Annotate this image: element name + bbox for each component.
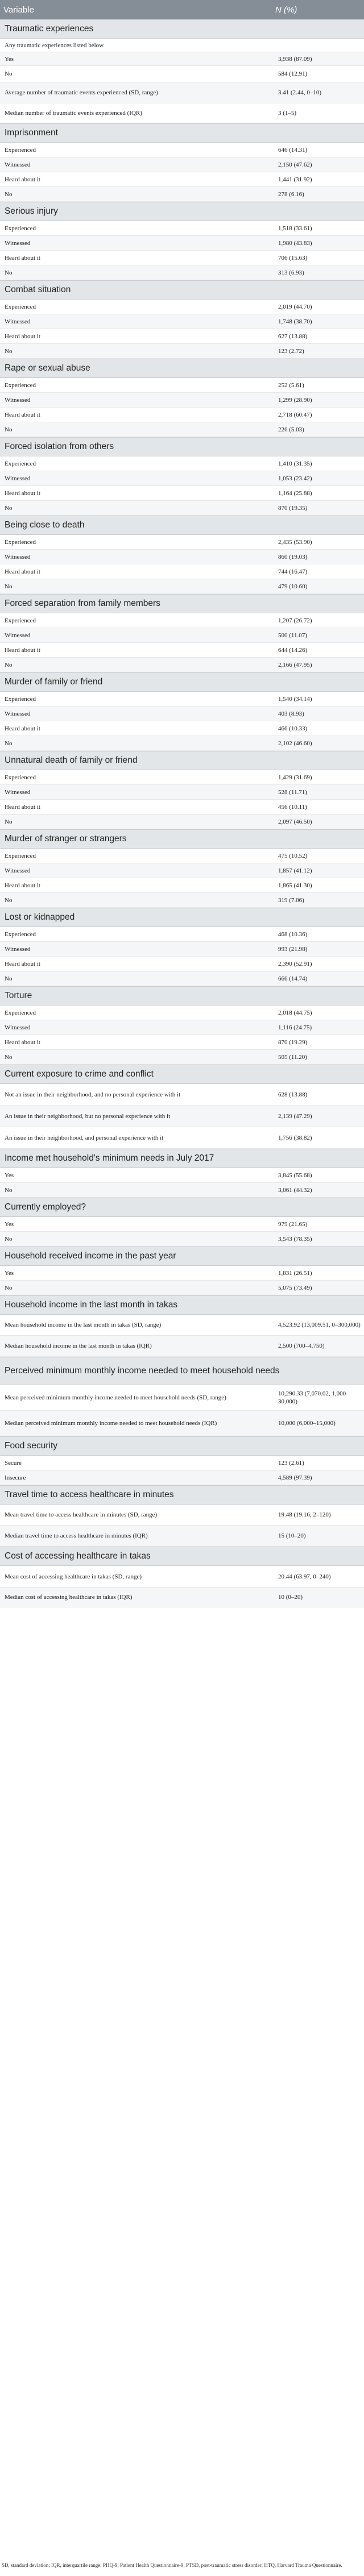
row-label: Median travel time to access healthcare in minutes (IQR) bbox=[5, 1532, 148, 1539]
table-row bbox=[0, 1217, 364, 1232]
row-value: 993 (21.98) bbox=[278, 945, 308, 953]
table-row bbox=[0, 1050, 364, 1065]
section-header: Current exposure to crime and conflict bbox=[0, 1065, 364, 1084]
row-label: Experienced bbox=[5, 303, 36, 310]
table-row bbox=[0, 1526, 364, 1547]
table-row bbox=[0, 471, 364, 486]
row-value: 1,748 (38.70) bbox=[278, 318, 312, 325]
row-value: 3,543 (78.35) bbox=[278, 1235, 312, 1243]
row-label: Median number of traumatic events experienced (IQR) bbox=[5, 110, 142, 117]
row-value: 1,540 (34.14) bbox=[278, 695, 312, 703]
row-value: 468 (10.36) bbox=[278, 930, 308, 938]
row-value: 10,290.33 (7,070.02, 1,000–30,000) bbox=[278, 1390, 349, 1405]
row-label: Mean perceived minimum monthly income needed to meet household needs (SD, range) bbox=[5, 1394, 226, 1401]
section-header: Traumatic experiences bbox=[0, 19, 364, 39]
row-label: Witnessed bbox=[5, 1024, 31, 1031]
row-label: No bbox=[5, 583, 13, 590]
row-label: Witnessed bbox=[5, 396, 31, 404]
row-label: Experienced bbox=[5, 930, 36, 938]
row-value: 3,845 (55.68) bbox=[278, 1171, 312, 1179]
row-value: 19.48 (19.16, 2–120) bbox=[278, 1511, 331, 1518]
row-label: Median household income in the last month in takas (IQR) bbox=[5, 1343, 152, 1349]
table-row bbox=[0, 658, 364, 672]
row-label: Witnessed bbox=[5, 945, 31, 953]
row-value: 860 (19.03) bbox=[278, 553, 308, 560]
table-row bbox=[0, 878, 364, 893]
table-row bbox=[0, 1127, 364, 1149]
row-value: 1,164 (25.88) bbox=[278, 489, 312, 497]
table-row bbox=[0, 971, 364, 986]
row-value: 870 (19.29) bbox=[278, 1038, 308, 1046]
row-value: 1,980 (43.83) bbox=[278, 239, 312, 247]
row-label: Experienced bbox=[5, 852, 36, 859]
row-label: Heard about it bbox=[5, 725, 40, 732]
table-row bbox=[0, 692, 364, 707]
row-label: No bbox=[5, 1284, 13, 1291]
row-label: Yes bbox=[5, 1269, 14, 1277]
row-label: Mean travel time to access healthcare in minutes (SD, range) bbox=[5, 1511, 158, 1518]
table-row bbox=[0, 1411, 364, 1436]
header-variable: Variable bbox=[3, 5, 34, 15]
table-row bbox=[0, 39, 364, 52]
row-value: 2,500 (700–4,750) bbox=[278, 1343, 325, 1349]
row-value: 3,938 (87.09) bbox=[278, 55, 312, 63]
row-label: No bbox=[5, 661, 13, 668]
row-label: No bbox=[5, 818, 13, 825]
row-label: Heard about it bbox=[5, 882, 40, 889]
table-row bbox=[0, 564, 364, 579]
table-row bbox=[0, 1266, 364, 1281]
row-value: 20.44 (63.97, 0–240) bbox=[278, 1573, 331, 1580]
row-label: Witnessed bbox=[5, 161, 31, 168]
row-label: Mean cost of accessing healthcare in takas (SD, range) bbox=[5, 1573, 142, 1580]
row-value: 627 (13.88) bbox=[278, 333, 308, 340]
row-label: Experienced bbox=[5, 146, 36, 153]
table-footnote: SD, standard deviation; IQR, interquartile range; PHQ-9, Patient Health Questionnaire-9; PTSD, post-traumatic stress disorder; HTQ, Harvard Trauma Questionnaire. bbox=[2, 2562, 342, 2568]
row-value: 475 (10.52) bbox=[278, 852, 308, 859]
table-row bbox=[0, 265, 364, 280]
table-row bbox=[0, 1588, 364, 1607]
row-label: Experienced bbox=[5, 695, 36, 703]
table-row bbox=[0, 1183, 364, 1198]
table-row bbox=[0, 721, 364, 736]
row-value: 226 (5.03) bbox=[278, 426, 304, 433]
row-label: Experienced bbox=[5, 1009, 36, 1016]
table-row bbox=[0, 82, 364, 103]
row-value: 1,518 (33.61) bbox=[278, 225, 312, 232]
table-row bbox=[0, 501, 364, 516]
table-row bbox=[0, 187, 364, 202]
row-label: No bbox=[5, 70, 13, 77]
row-value: 2,718 (60.47) bbox=[278, 411, 312, 418]
row-value: 1,865 (41.30) bbox=[278, 882, 312, 889]
table-row bbox=[0, 736, 364, 751]
table-row bbox=[0, 1168, 364, 1183]
row-label: Experienced bbox=[5, 538, 36, 546]
table-row bbox=[0, 157, 364, 172]
table-row bbox=[0, 1020, 364, 1035]
row-value: 15 (10–20) bbox=[278, 1532, 306, 1539]
row-value: 4,523.92 (13,009.51, 0–300,000) bbox=[278, 1322, 361, 1328]
row-value: 5,075 (73.49) bbox=[278, 1284, 312, 1291]
table-row bbox=[0, 314, 364, 329]
row-value: 1,441 (31.92) bbox=[278, 176, 312, 183]
table-row bbox=[0, 535, 364, 550]
row-value: 479 (10.60) bbox=[278, 583, 308, 590]
row-value: 3.41 (2.44, 0–10) bbox=[278, 89, 322, 96]
table-row bbox=[0, 1505, 364, 1526]
table-row bbox=[0, 893, 364, 908]
row-value: 319 (7.06) bbox=[278, 896, 304, 904]
row-value: 2,390 (52.91) bbox=[278, 960, 312, 967]
section-header: Forced isolation from others bbox=[0, 437, 364, 456]
section-header: Income met household's minimum needs in July 2017 bbox=[0, 1149, 364, 1168]
row-value: 3 (1–5) bbox=[278, 110, 297, 117]
row-value: 646 (14.31) bbox=[278, 146, 308, 153]
table-row bbox=[0, 643, 364, 658]
table-row bbox=[0, 329, 364, 344]
row-value: 2,097 (46.50) bbox=[278, 818, 312, 825]
row-label: Experienced bbox=[5, 774, 36, 781]
row-value: 2,018 (44.75) bbox=[278, 1009, 312, 1016]
row-label: Witnessed bbox=[5, 553, 31, 560]
row-label: Heard about it bbox=[5, 960, 40, 967]
row-label: Heard about it bbox=[5, 1038, 40, 1046]
row-value: 4,589 (97.39) bbox=[278, 1474, 312, 1481]
row-value: 3,061 (44.32) bbox=[278, 1186, 312, 1194]
row-label: Any traumatic experiences listed below bbox=[5, 41, 104, 49]
row-label: Witnessed bbox=[5, 318, 31, 325]
table-row bbox=[0, 143, 364, 157]
section-header: Torture bbox=[0, 986, 364, 1006]
table-row bbox=[0, 456, 364, 471]
row-value: 1,053 (23.42) bbox=[278, 475, 312, 482]
table-row bbox=[0, 1035, 364, 1050]
table-row bbox=[0, 1006, 364, 1020]
table-row bbox=[0, 422, 364, 437]
row-value: 2,139 (47.29) bbox=[278, 1112, 312, 1120]
table-row bbox=[0, 1232, 364, 1247]
table-row bbox=[0, 1456, 364, 1470]
section-header: Forced separation from family members bbox=[0, 594, 364, 613]
section-header: Unnatural death of family or friend bbox=[0, 751, 364, 770]
row-value: 456 (10.11) bbox=[278, 803, 307, 811]
row-value: 1,207 (26.72) bbox=[278, 617, 312, 624]
row-value: 10 (0–20) bbox=[278, 1594, 303, 1601]
section-header: Combat situation bbox=[0, 280, 364, 300]
section-header: Perceived minimum monthly income needed to meet household needs bbox=[0, 1357, 364, 1385]
table-row bbox=[0, 863, 364, 878]
row-label: Heard about it bbox=[5, 489, 40, 497]
row-value: 252 (5.61) bbox=[278, 381, 304, 389]
row-label: No bbox=[5, 896, 13, 904]
table-row bbox=[0, 707, 364, 721]
table-row bbox=[0, 66, 364, 82]
row-label: Average number of traumatic events experienced (SD, range) bbox=[5, 89, 158, 96]
table-row bbox=[0, 251, 364, 265]
row-value: 123 (2.72) bbox=[278, 347, 304, 355]
table-row bbox=[0, 1385, 364, 1411]
table-row bbox=[0, 785, 364, 800]
section-header: Imprisonment bbox=[0, 123, 364, 143]
row-label: No bbox=[5, 739, 13, 747]
row-value: 500 (11.07) bbox=[278, 631, 307, 639]
row-value: 1,756 (38.82) bbox=[278, 1134, 312, 1141]
row-value: 870 (19.35) bbox=[278, 504, 308, 512]
section-header: Food security bbox=[0, 1436, 364, 1456]
table-row bbox=[0, 815, 364, 829]
table-row bbox=[0, 378, 364, 393]
section-header: Currently employed? bbox=[0, 1198, 364, 1217]
row-label: Experienced bbox=[5, 460, 36, 467]
table-row bbox=[0, 393, 364, 408]
row-value: 666 (14.74) bbox=[278, 975, 308, 982]
row-value: 979 (21.65) bbox=[278, 1220, 308, 1228]
table-row bbox=[0, 1106, 364, 1127]
row-value: 2,435 (53.90) bbox=[278, 538, 312, 546]
table-row bbox=[0, 770, 364, 785]
row-label: No bbox=[5, 504, 13, 512]
section-header: Household received income in the past year bbox=[0, 1247, 364, 1266]
table-header bbox=[0, 0, 364, 19]
section-header: Lost or kidnapped bbox=[0, 908, 364, 927]
row-value: 10,000 (6,000–15,000) bbox=[278, 1420, 336, 1427]
table-row bbox=[0, 1566, 364, 1588]
table-row bbox=[0, 942, 364, 957]
table-row bbox=[0, 236, 364, 251]
row-label: Secure bbox=[5, 1459, 22, 1466]
row-label: Witnessed bbox=[5, 631, 31, 639]
row-value: 1,831 (26.51) bbox=[278, 1269, 312, 1277]
table-row bbox=[0, 849, 364, 863]
row-value: 584 (12.91) bbox=[278, 70, 308, 77]
table-row bbox=[0, 103, 364, 123]
row-label: Heard about it bbox=[5, 176, 40, 183]
table-row bbox=[0, 408, 364, 422]
row-value: 628 (13.88) bbox=[278, 1091, 308, 1098]
row-value: 706 (15.63) bbox=[278, 254, 308, 261]
row-label: No bbox=[5, 1186, 13, 1194]
row-label: Witnessed bbox=[5, 867, 31, 874]
table-row bbox=[0, 550, 364, 564]
row-label: Heard about it bbox=[5, 254, 40, 261]
row-label: Experienced bbox=[5, 225, 36, 232]
section-header: Murder of stranger or strangers bbox=[0, 829, 364, 849]
row-value: 123 (2.61) bbox=[278, 1459, 304, 1466]
row-value: 466 (10.33) bbox=[278, 725, 308, 732]
table-row bbox=[0, 486, 364, 501]
section-header: Being close to death bbox=[0, 516, 364, 535]
row-value: 2,102 (46.60) bbox=[278, 739, 312, 747]
row-value: 1,857 (41.12) bbox=[278, 867, 312, 874]
row-value: 528 (11.71) bbox=[278, 788, 307, 796]
row-label: No bbox=[5, 1235, 13, 1243]
row-value: 403 (8.93) bbox=[278, 710, 304, 717]
row-value: 278 (6.16) bbox=[278, 190, 304, 198]
row-label: Heard about it bbox=[5, 411, 40, 418]
row-value: 744 (16.47) bbox=[278, 568, 308, 575]
table-row bbox=[0, 344, 364, 359]
row-value: 644 (14.26) bbox=[278, 646, 308, 654]
table-row bbox=[0, 613, 364, 628]
section-header: Murder of family or friend bbox=[0, 672, 364, 692]
row-value: 2,150 (47.62) bbox=[278, 161, 312, 168]
section-header: Rape or sexual abuse bbox=[0, 359, 364, 378]
row-value: 1,429 (31.69) bbox=[278, 774, 312, 781]
row-value: 313 (6.93) bbox=[278, 269, 304, 276]
table-row bbox=[0, 1315, 364, 1336]
row-label: Witnessed bbox=[5, 239, 31, 247]
table-row bbox=[0, 927, 364, 942]
row-value: 2,166 (47.95) bbox=[278, 661, 312, 668]
table-row bbox=[0, 800, 364, 815]
row-label: An issue in their neighborhood, and personal experience with it bbox=[5, 1134, 164, 1141]
table-row bbox=[0, 1281, 364, 1295]
row-label: Experienced bbox=[5, 381, 36, 389]
row-label: No bbox=[5, 190, 13, 198]
row-label: No bbox=[5, 975, 13, 982]
row-label: Heard about it bbox=[5, 646, 40, 654]
table-row bbox=[0, 1336, 364, 1357]
row-value: 1,410 (31.35) bbox=[278, 460, 312, 467]
row-value: 2,019 (44.70) bbox=[278, 303, 312, 310]
table-row bbox=[0, 1470, 364, 1485]
row-label: Yes bbox=[5, 1220, 14, 1228]
table-row bbox=[0, 221, 364, 236]
row-label: Median perceived minimum monthly income needed to meet household needs (IQR) bbox=[5, 1420, 217, 1427]
row-label: No bbox=[5, 1053, 13, 1061]
table-row bbox=[0, 628, 364, 643]
row-label: Not an issue in their neighborhood, and no personal experience with it bbox=[5, 1091, 181, 1098]
row-label: Heard about it bbox=[5, 568, 40, 575]
row-label: Heard about it bbox=[5, 803, 40, 811]
section-header: Cost of accessing healthcare in takas bbox=[0, 1547, 364, 1566]
table-row bbox=[0, 1084, 364, 1106]
row-label: No bbox=[5, 269, 13, 276]
row-label: Insecure bbox=[5, 1474, 26, 1481]
row-label: Mean household income in the last month in takas (SD, range) bbox=[5, 1322, 162, 1328]
row-label: Experienced bbox=[5, 617, 36, 624]
row-label: Yes bbox=[5, 55, 14, 63]
section-header: Serious injury bbox=[0, 202, 364, 221]
row-label: No bbox=[5, 347, 13, 355]
section-header: Household income in the last month in takas bbox=[0, 1295, 364, 1315]
row-label: Heard about it bbox=[5, 333, 40, 340]
table-row bbox=[0, 957, 364, 971]
row-value: 1,299 (28.90) bbox=[278, 396, 312, 404]
table-row bbox=[0, 579, 364, 594]
row-value: 505 (11.20) bbox=[278, 1053, 307, 1061]
row-value: 1,116 (24.75) bbox=[278, 1024, 312, 1031]
table-body bbox=[0, 19, 364, 1607]
row-label: Witnessed bbox=[5, 475, 31, 482]
header-n-pct: N (%) bbox=[275, 5, 297, 15]
table-row bbox=[0, 300, 364, 314]
row-label: An issue in their neighborhood, but no personal experience with it bbox=[5, 1112, 171, 1120]
row-label: Yes bbox=[5, 1171, 14, 1179]
section-header: Travel time to access healthcare in minutes bbox=[0, 1485, 364, 1505]
table-row bbox=[0, 52, 364, 66]
row-label: Median cost of accessing healthcare in takas (IQR) bbox=[5, 1594, 133, 1601]
row-label: Witnessed bbox=[5, 788, 31, 796]
row-label: No bbox=[5, 426, 13, 433]
table-row bbox=[0, 172, 364, 187]
row-label: Witnessed bbox=[5, 710, 31, 717]
